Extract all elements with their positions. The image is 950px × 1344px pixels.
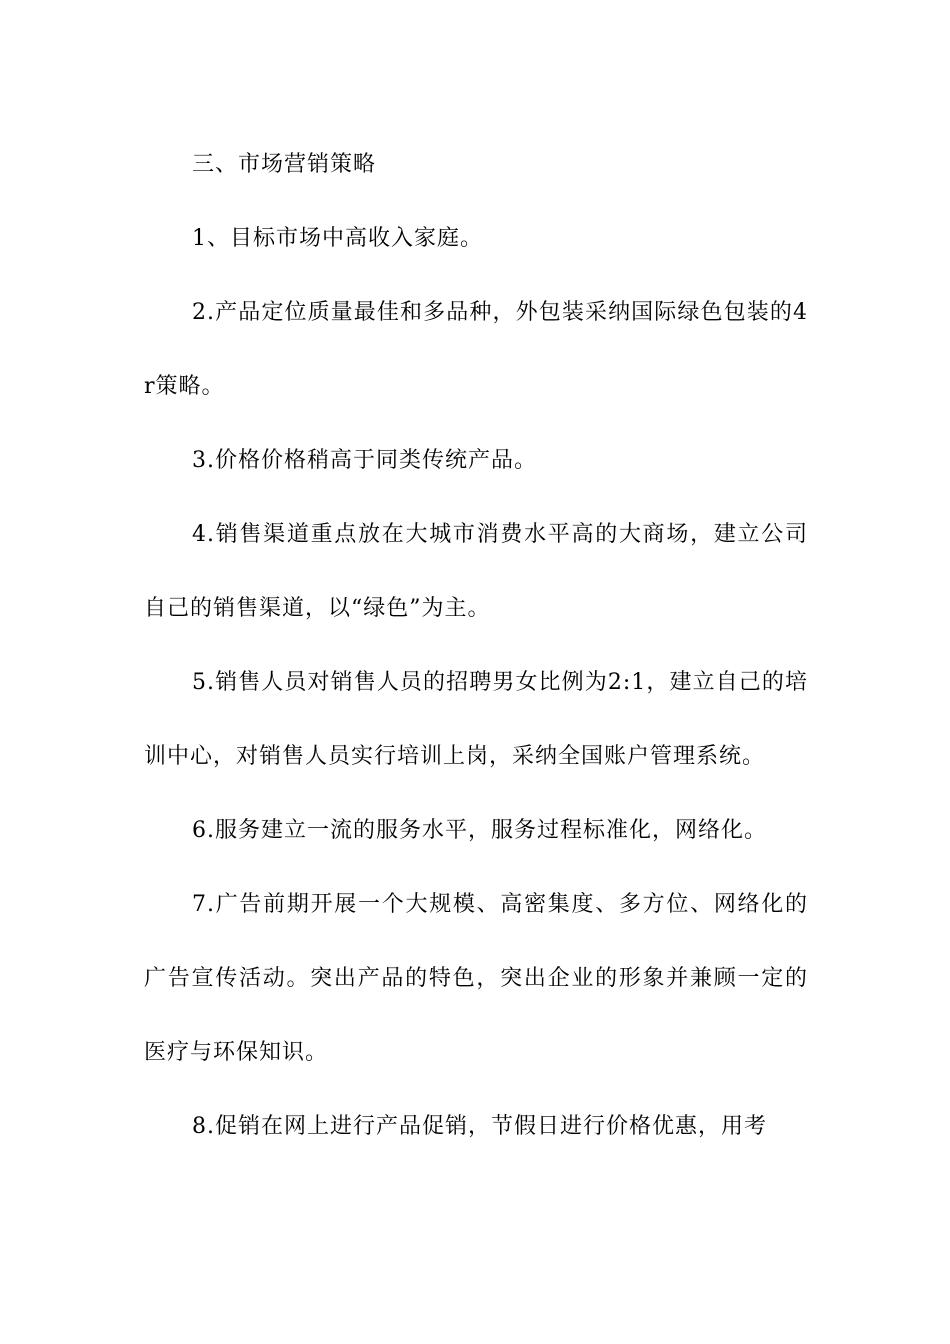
section-heading: 三、市场营销策略	[192, 152, 377, 177]
paragraph-promotion: 8.促销在网上进行产品促销，节假日进行价格优惠，用考	[192, 1114, 767, 1139]
paragraph-service: 6.服务建立一流的服务水平，服务过程标准化，网络化。	[192, 818, 767, 843]
paragraph-pricing: 3.价格价格稍高于同类传统产品。	[192, 448, 537, 473]
paragraph-target-market: 1、目标市场中高收入家庭。	[192, 226, 483, 251]
paragraph-sales-channels: 4.销售渠道重点放在大城市消费水平高的大商场，建立公司自己的销售渠道，以“绿色”为主。	[144, 522, 808, 621]
paragraph-product-positioning: 2.产品定位质量最佳和多品种，外包装采纳国际绿色包装的4r策略。	[144, 300, 808, 399]
paragraph-sales-staff: 5.销售人员对销售人员的招聘男女比例为2:1，建立自己的培训中心，对销售人员实行培训上岗，采纳全国账户管理系统。	[144, 670, 808, 769]
paragraph-advertising: 7.广告前期开展一个大规模、高密集度、多方位、网络化的广告宣传活动。突出产品的特色，突出企业的形象并兼顾一定的医疗与环保知识。	[144, 892, 808, 1065]
document-body	[144, 128, 808, 1164]
